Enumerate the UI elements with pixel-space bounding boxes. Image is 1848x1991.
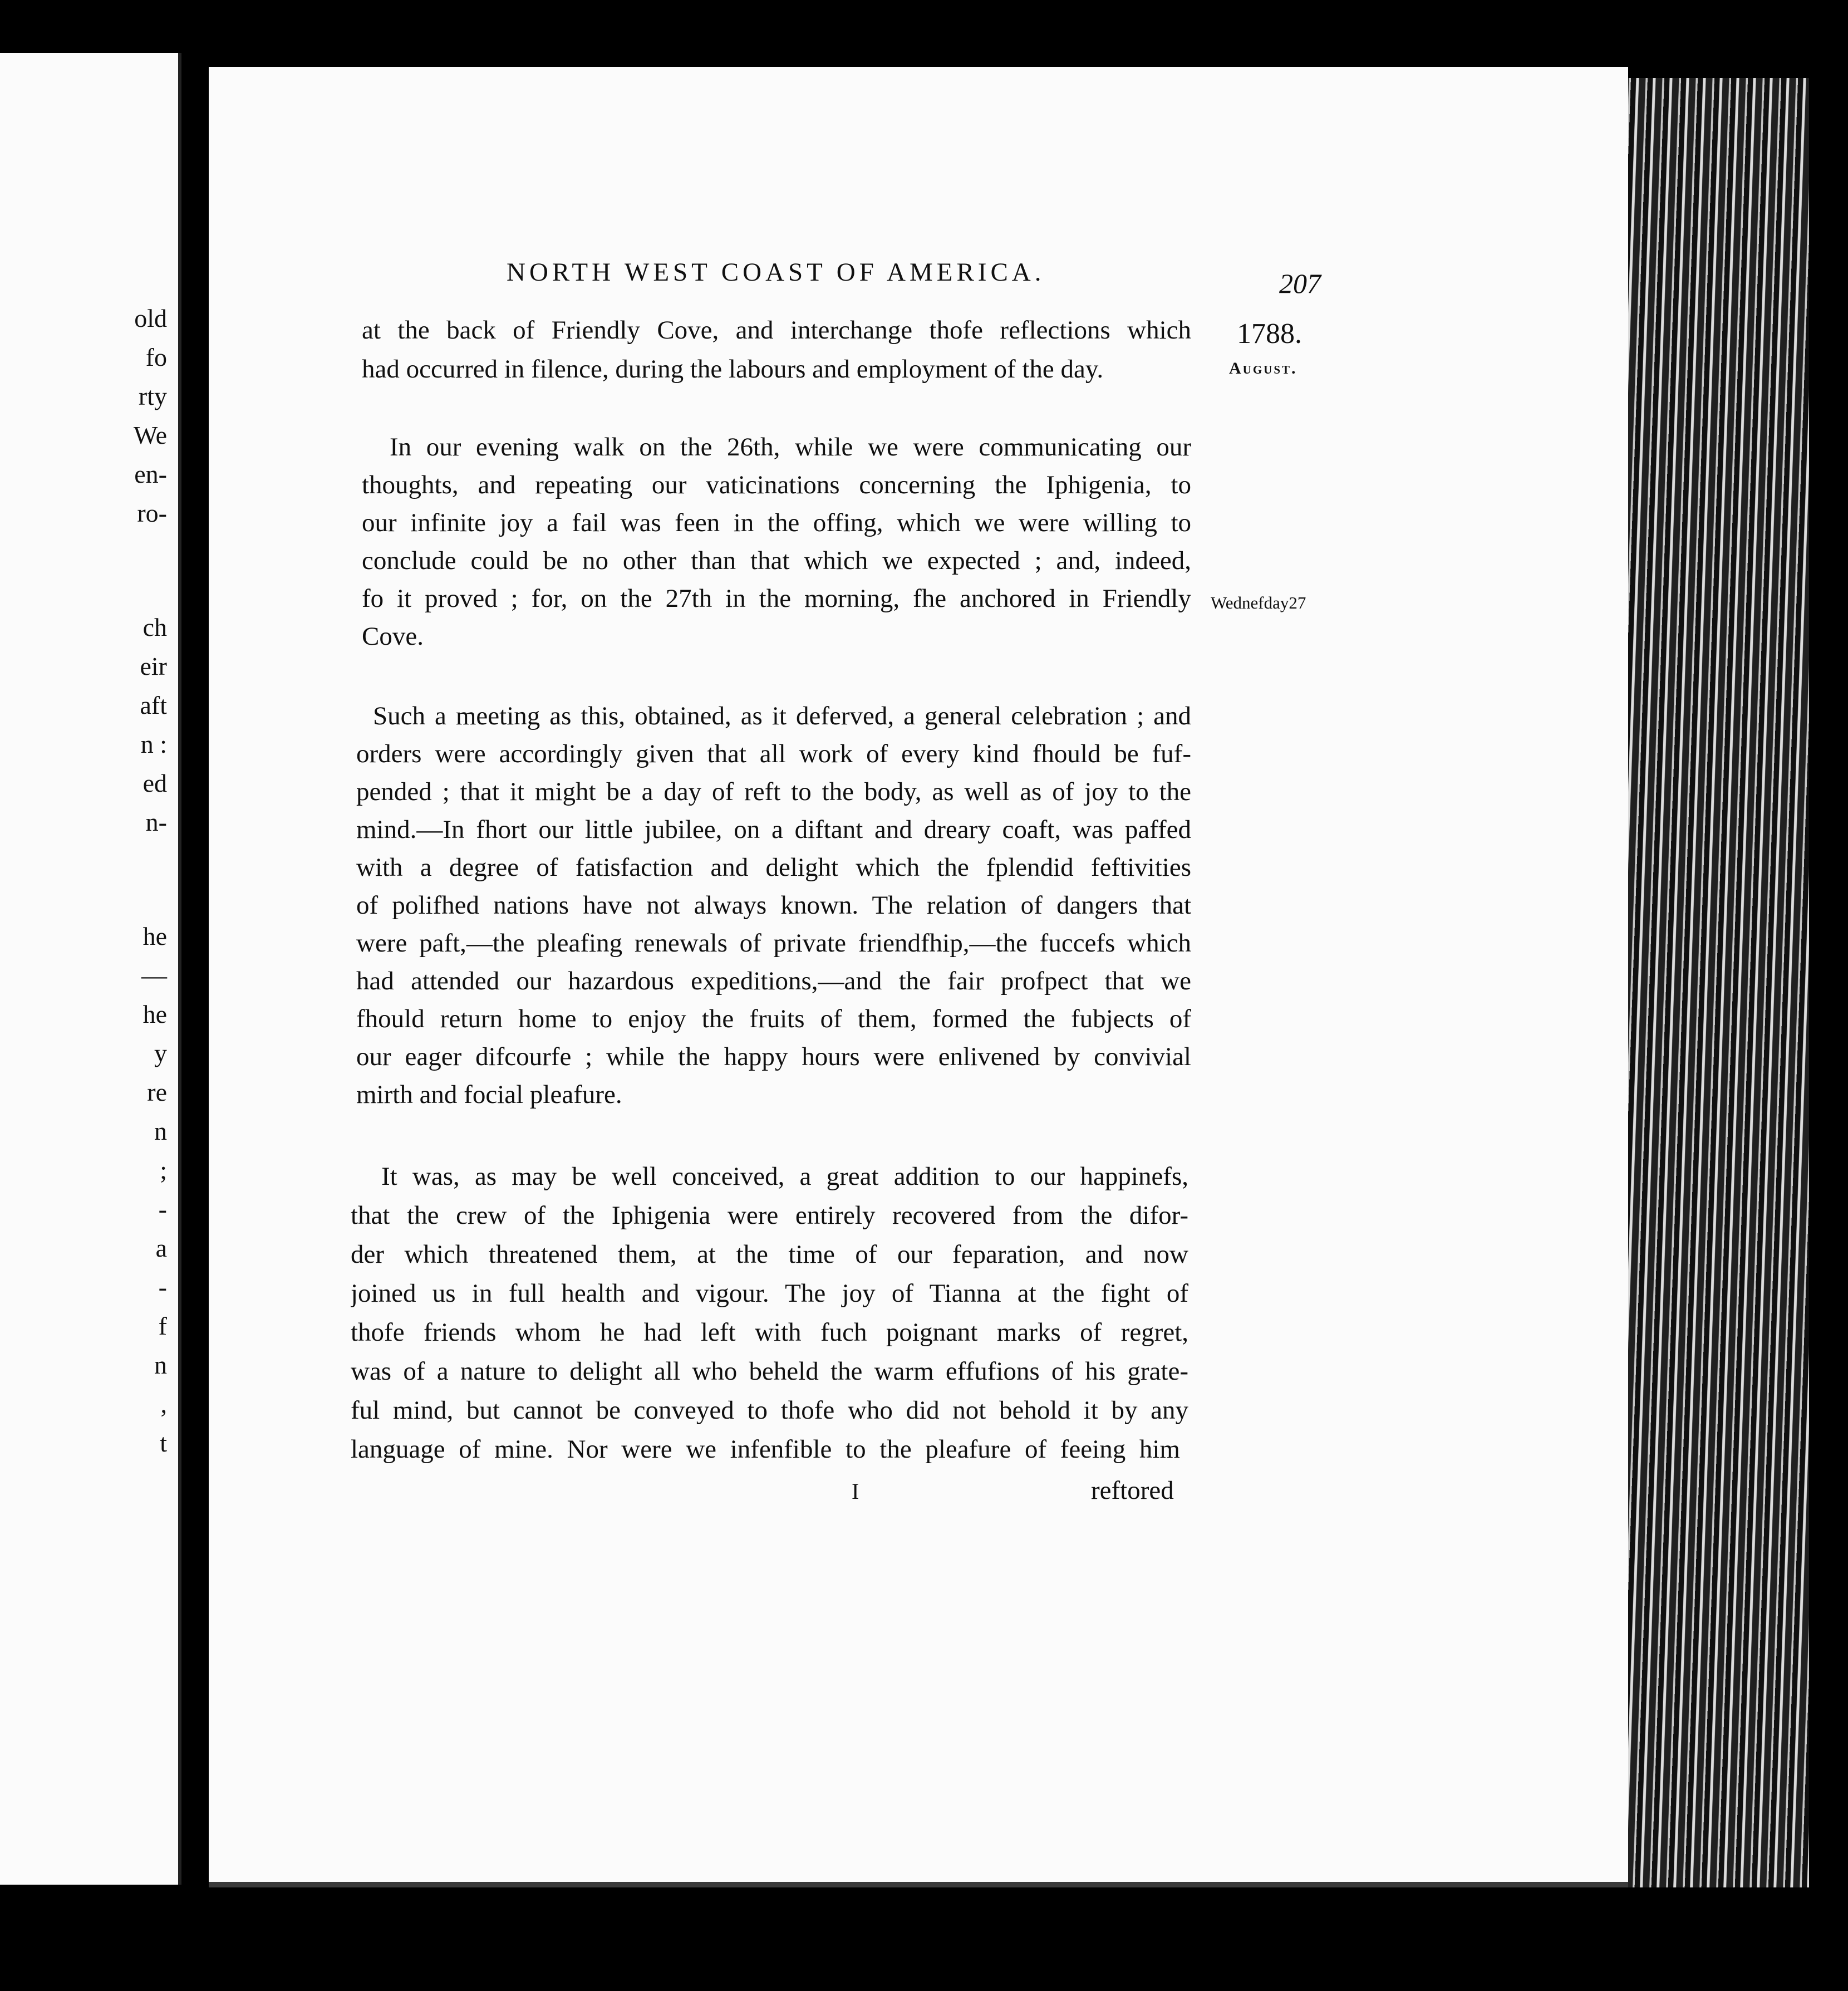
facing-page-line: aft (140, 691, 167, 719)
body-line: orders were accordingly given that all work of every kind fhould be fuf- (356, 739, 1191, 768)
body-line: mind.—In fhort our little jubilee, on a diftant and dreary coaft, was paffed (356, 815, 1191, 844)
body-line: mirth and focial pleafure. (356, 1080, 622, 1109)
body-line: fo it proved ; for, on the 27th in the morning, fhe anchored in Friendly (362, 584, 1191, 613)
signature-mark: I (852, 1479, 859, 1504)
body-line: It was, as may be well conceived, a great addition to our happinefs, (381, 1162, 1188, 1191)
facing-page-line: fo (145, 343, 167, 371)
body-line: of polifhed nations have not always known. The relation of dangers that (356, 891, 1191, 920)
facing-page-line: ; (160, 1156, 167, 1184)
facing-page-line: f (158, 1312, 167, 1340)
body-line: der which threatened them, at the time of our feparation, and now (351, 1240, 1188, 1269)
facing-page-line: , (160, 1390, 167, 1418)
facing-page-line: ch (142, 613, 167, 641)
body-line: had occurred in filence, during the labours and employment of the day. (362, 355, 1104, 384)
running-head: NORTH WEST COAST OF AMERICA. (507, 258, 1045, 287)
body-line: fhould return home to enjoy the fruits of them, formed the fubjects of (356, 1004, 1191, 1033)
facing-page-line: old (134, 304, 167, 332)
facing-page-line: ed (142, 769, 167, 797)
facing-page-line: We (133, 421, 167, 449)
facing-page-line: rty (138, 382, 167, 410)
body-line: language of mine. Nor were we infenfible to the pleafure of feeing him (351, 1435, 1180, 1464)
body-line: joined us in full health and vigour. The joy of Tianna at the fight of (351, 1279, 1188, 1308)
facing-page-line: n- (145, 808, 167, 836)
facing-page-line: - (158, 1195, 167, 1223)
body-line: our eager difcourfe ; while the happy hours were enlivened by convivial (356, 1042, 1191, 1071)
body-line: ful mind, but cannot be conveyed to thofe who did not behold it by any (351, 1396, 1188, 1425)
facing-page-line: y (154, 1039, 167, 1067)
catchword: reftored (1091, 1476, 1174, 1505)
body-line: Such a meeting as this, obtained, as it deferved, a general celebration ; and (373, 702, 1191, 730)
facing-page-line: re (147, 1078, 167, 1106)
margin-day-note: Wednefday27 (1211, 593, 1306, 612)
facing-page-line: a (155, 1234, 167, 1262)
body-line: In our evening walk on the 26th, while we were communicating our (390, 433, 1191, 462)
facing-page-line: eir (140, 652, 167, 680)
margin-month: August. (1229, 359, 1297, 377)
page-number: 207 (1279, 268, 1321, 299)
body-line: that the crew of the Iphigenia were entirely recovered from the difor- (351, 1201, 1188, 1230)
body-line: was of a nature to delight all who beheld the warm effufions of his grate- (351, 1357, 1188, 1386)
body-line: Cove. (362, 622, 424, 651)
facing-page-line: he (142, 1000, 167, 1028)
facing-page-line: - (158, 1273, 167, 1301)
facing-page-fragment (0, 53, 181, 1885)
facing-page-line: n (154, 1117, 167, 1145)
facing-page-line: t (160, 1429, 167, 1457)
facing-page-line: — (141, 961, 167, 989)
facing-page-line: en- (134, 460, 167, 488)
book-fore-edge (1614, 78, 1809, 1887)
facing-page-line: ro- (137, 499, 167, 527)
margin-year: 1788. (1237, 318, 1302, 350)
body-line: our infinite joy a fail was feen in the offing, which we were willing to (362, 508, 1191, 537)
body-line: thofe friends whom he had left with fuch poignant marks of regret, (351, 1318, 1188, 1347)
body-line: had attended our hazardous expeditions,—and the fair profpect that we (356, 967, 1191, 996)
body-line: pended ; that it might be a day of reft to the body, as well as of joy to the (356, 777, 1191, 806)
body-line: thoughts, and repeating our vaticinations concerning the Iphigenia, to (362, 470, 1191, 499)
facing-page-line: n (154, 1351, 167, 1379)
body-line: conclude could be no other than that which we expected ; and, indeed, (362, 546, 1191, 575)
body-line: were paft,—the pleafing renewals of private friendfhip,—the fuccefs which (356, 929, 1191, 958)
facing-page-line: n : (140, 730, 167, 758)
body-line: at the back of Friendly Cove, and interchange thofe reflections which (362, 316, 1191, 345)
facing-page-line: he (142, 922, 167, 950)
body-line: with a degree of fatisfaction and delight which the fplendid feftivities (356, 853, 1191, 882)
